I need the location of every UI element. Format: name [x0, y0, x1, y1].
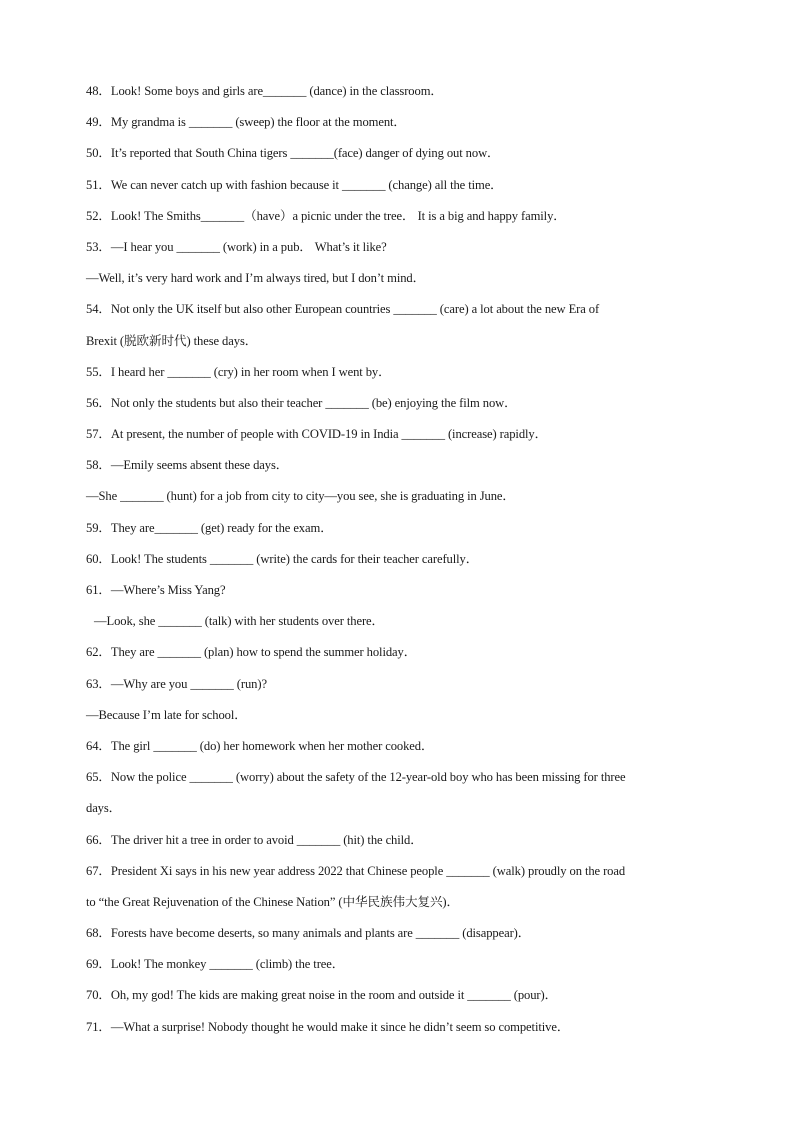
exercise-line: 68．Forests have become deserts, so many animals and plants are _______ (disappear)． — [86, 926, 531, 941]
exercise-line: 66．The driver hit a tree in order to avoid _______ (hit) the child． — [86, 832, 423, 847]
exercise-line: 49．My grandma is _______ (sweep) the floor at the moment． — [86, 115, 406, 130]
exercise-line: —Look, she _______ (talk) with her students over there． — [94, 614, 385, 629]
exercise-line: 60．Look! The students _______ (write) the cards for their teacher carefully． — [86, 551, 479, 566]
exercise-line: 65．Now the police _______ (worry) about the safety of the 12-year-old boy who has been missing for three — [86, 770, 626, 785]
exercise-line: 52．Look! The Smiths_______（have）a picnic under the tree． It is a big and happy family． — [86, 208, 566, 223]
exercise-line: Brexit (脱欧新时代) these days． — [86, 333, 258, 348]
exercise-line: 71．—What a surprise! Nobody thought he would make it since he didn’t seem so competitive． — [86, 1019, 570, 1034]
exercise-line: 57．At present, the number of people with COVID-19 in India _______ (increase) rapidly． — [86, 427, 548, 442]
exercise-line: 54．Not only the UK itself but also other European countries _______ (care) a lot about the new Era of — [86, 302, 600, 317]
exercise-line: —She _______ (hunt) for a job from city to city—you see, she is graduating in June． — [86, 489, 515, 504]
exercise-line: 70．Oh, my god! The kids are making great noise in the room and outside it _______ (pour)． — [86, 988, 558, 1003]
exercise-line: 69．Look! The monkey _______ (climb) the tree． — [86, 957, 345, 972]
exercise-line: 50．It’s reported that South China tigers _______(face) danger of dying out now． — [86, 146, 500, 161]
exercise-line: 58．—Emily seems absent these days． — [86, 458, 289, 473]
exercise-list — [86, 78, 716, 1045]
exercise-line: 63．—Why are you _______ (run)? — [86, 676, 267, 691]
exercise-line: 67．President Xi says in his new year address 2022 that Chinese people _______ (walk) proudly on the road — [86, 863, 626, 878]
exercise-line: —Well, it’s very hard work and I’m always tired, but I don’t mind． — [86, 271, 426, 286]
exercise-line: 55．I heard her _______ (cry) in her room when I went by． — [86, 364, 391, 379]
exercise-line: days． — [86, 801, 122, 816]
exercise-line: —Because I’m late for school． — [86, 707, 247, 722]
exercise-line: 53．—I hear you _______ (work) in a pub． What’s it like? — [86, 239, 387, 254]
exercise-line: 61．—Where’s Miss Yang? — [86, 583, 226, 597]
exercise-line: to “the Great Rejuvenation of the Chinese Nation” (中华民族伟大复兴)． — [86, 894, 460, 909]
exercise-line: 62．They are _______ (plan) how to spend the summer holiday． — [86, 645, 417, 660]
exercise-line: 64．The girl _______ (do) her homework when her mother cooked． — [86, 738, 434, 753]
exercise-line: 56．Not only the students but also their teacher _______ (be) enjoying the film now． — [86, 395, 517, 410]
exercise-line: 51．We can never catch up with fashion because it _______ (change) all the time． — [86, 177, 503, 192]
exercise-line: 59．They are_______ (get) ready for the exam． — [86, 520, 333, 535]
exercise-line: 48．Look! Some boys and girls are_______ (dance) in the classroom． — [86, 84, 443, 98]
